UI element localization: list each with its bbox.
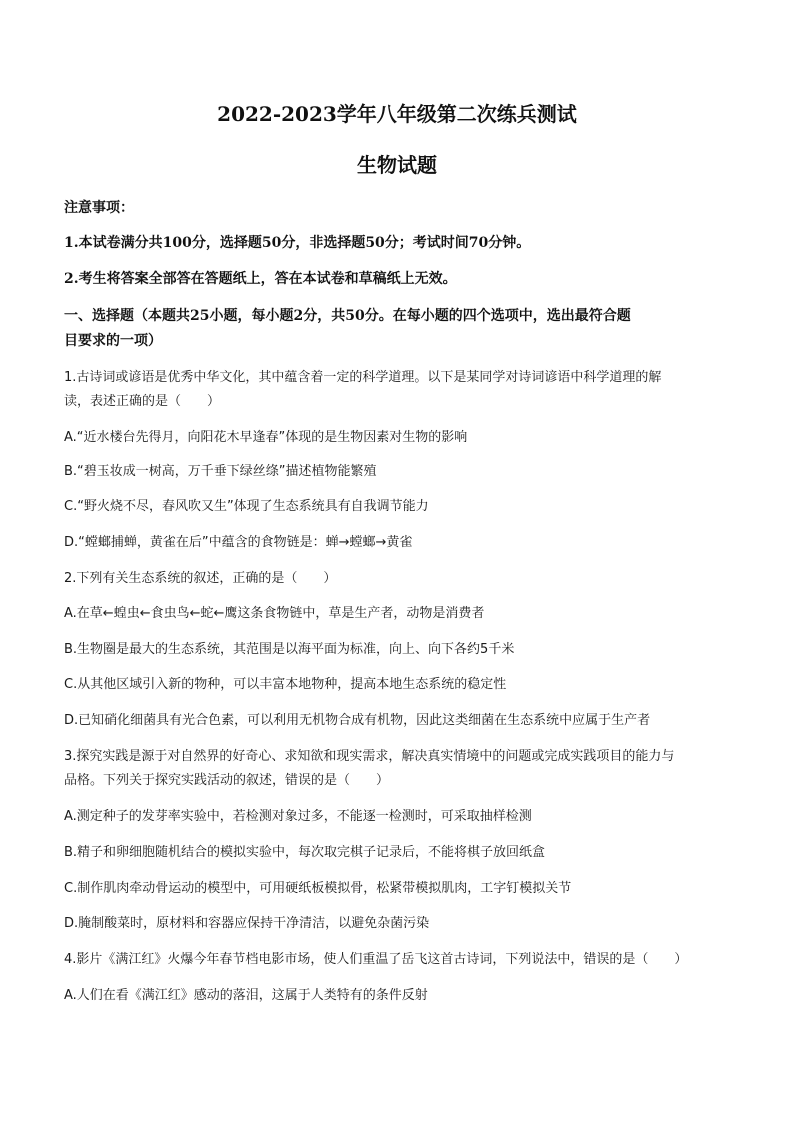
question-3-option-b: B.精子和卵细胞随机结合的模拟实验中，每次取完棋子记录后，不能将棋子放回纸盒 <box>64 845 546 860</box>
notes-item-2: 2.考生将答案全部答在答题纸上，答在本试卷和草稿纸上无效。 <box>64 271 457 287</box>
exam-title: 2022-2023学年八年级第二次练兵测试 <box>217 102 577 126</box>
question-1-option-c: C.“野火烧不尽，春风吹又生”体现了生态系统具有自我调节能力 <box>64 499 429 514</box>
question-3-option-a: A.测定种子的发芽率实验中，若检测对象过多，不能逐一检测时，可采取抽样检测 <box>64 809 532 824</box>
section-heading-line-1: 一、选择题（本题共25小题，每小题2分，共50分。在每小题的四个选项中，选出最符合题 <box>64 308 631 324</box>
question-2-stem: 2.下列有关生态系统的叙述，正确的是（ ） <box>64 571 337 586</box>
question-2-option-d: D.已知硝化细菌具有光合色素，可以利用无机物合成有机物，因此这类细菌在生态系统中应属于生产者 <box>64 713 651 728</box>
question-1-option-b: B.“碧玉妆成一树高，万千垂下绿丝绦”描述植物能繁殖 <box>64 464 377 479</box>
question-3-option-d: D.腌制酸菜时，原材料和容器应保持干净清洁，以避免杂菌污染 <box>64 916 430 931</box>
question-2-option-c: C.从其他区域引入新的物种，可以丰富本地物种，提高本地生态系统的稳定性 <box>64 677 507 692</box>
question-2-option-a: A.在草←蝗虫←食虫鸟←蛇←鹰这条食物链中，草是生产者，动物是消费者 <box>64 606 485 621</box>
exam-subject: 生物试题 <box>357 153 437 177</box>
question-1-stem-line-1: 1.古诗词或谚语是优秀中华文化，其中蕴含着一定的科学道理。以下是某同学对诗词谚语中科学道理的解 <box>64 370 662 385</box>
question-4-option-a: A.人们在看《满江红》感动的落泪，这属于人类特有的条件反射 <box>64 988 428 1003</box>
section-heading-line-2: 目要求的一项） <box>64 333 162 349</box>
question-2-option-b: B.生物圈是最大的生态系统，其范围是以海平面为标准，向上、向下各约5千米 <box>64 642 515 657</box>
question-3-stem-line-2: 品格。下列关于探究实践活动的叙述，错误的是（ ） <box>64 773 390 788</box>
question-3-option-c: C.制作肌肉牵动骨运动的模型中，可用硬纸板模拟骨，松紧带模拟肌肉，工字钉模拟关节 <box>64 881 572 896</box>
question-4-stem: 4.影片《满江红》火爆今年春节档电影市场，使人们重温了岳飞这首古诗词，下列说法中，错误的是（ ） <box>64 952 688 967</box>
question-1-option-d: D.“螳螂捕蝉，黄雀在后”中蕴含的食物链是：蝉→螳螂→黄雀 <box>64 535 413 550</box>
question-3-stem-line-1: 3.探究实践是源于对自然界的好奇心、求知欲和现实需求，解决真实情境中的问题或完成实践项目的能力与 <box>64 749 675 764</box>
notes-item-1: 1.本试卷满分共100分，选择题50分，非选择题50分；考试时间70分钟。 <box>64 235 531 251</box>
notes-heading: 注意事项： <box>64 200 134 216</box>
question-1-stem-line-2: 读，表述正确的是（ ） <box>64 394 221 409</box>
question-1-option-a: A.“近水楼台先得月，向阳花木早逢春”体现的是生物因素对生物的影响 <box>64 430 468 445</box>
